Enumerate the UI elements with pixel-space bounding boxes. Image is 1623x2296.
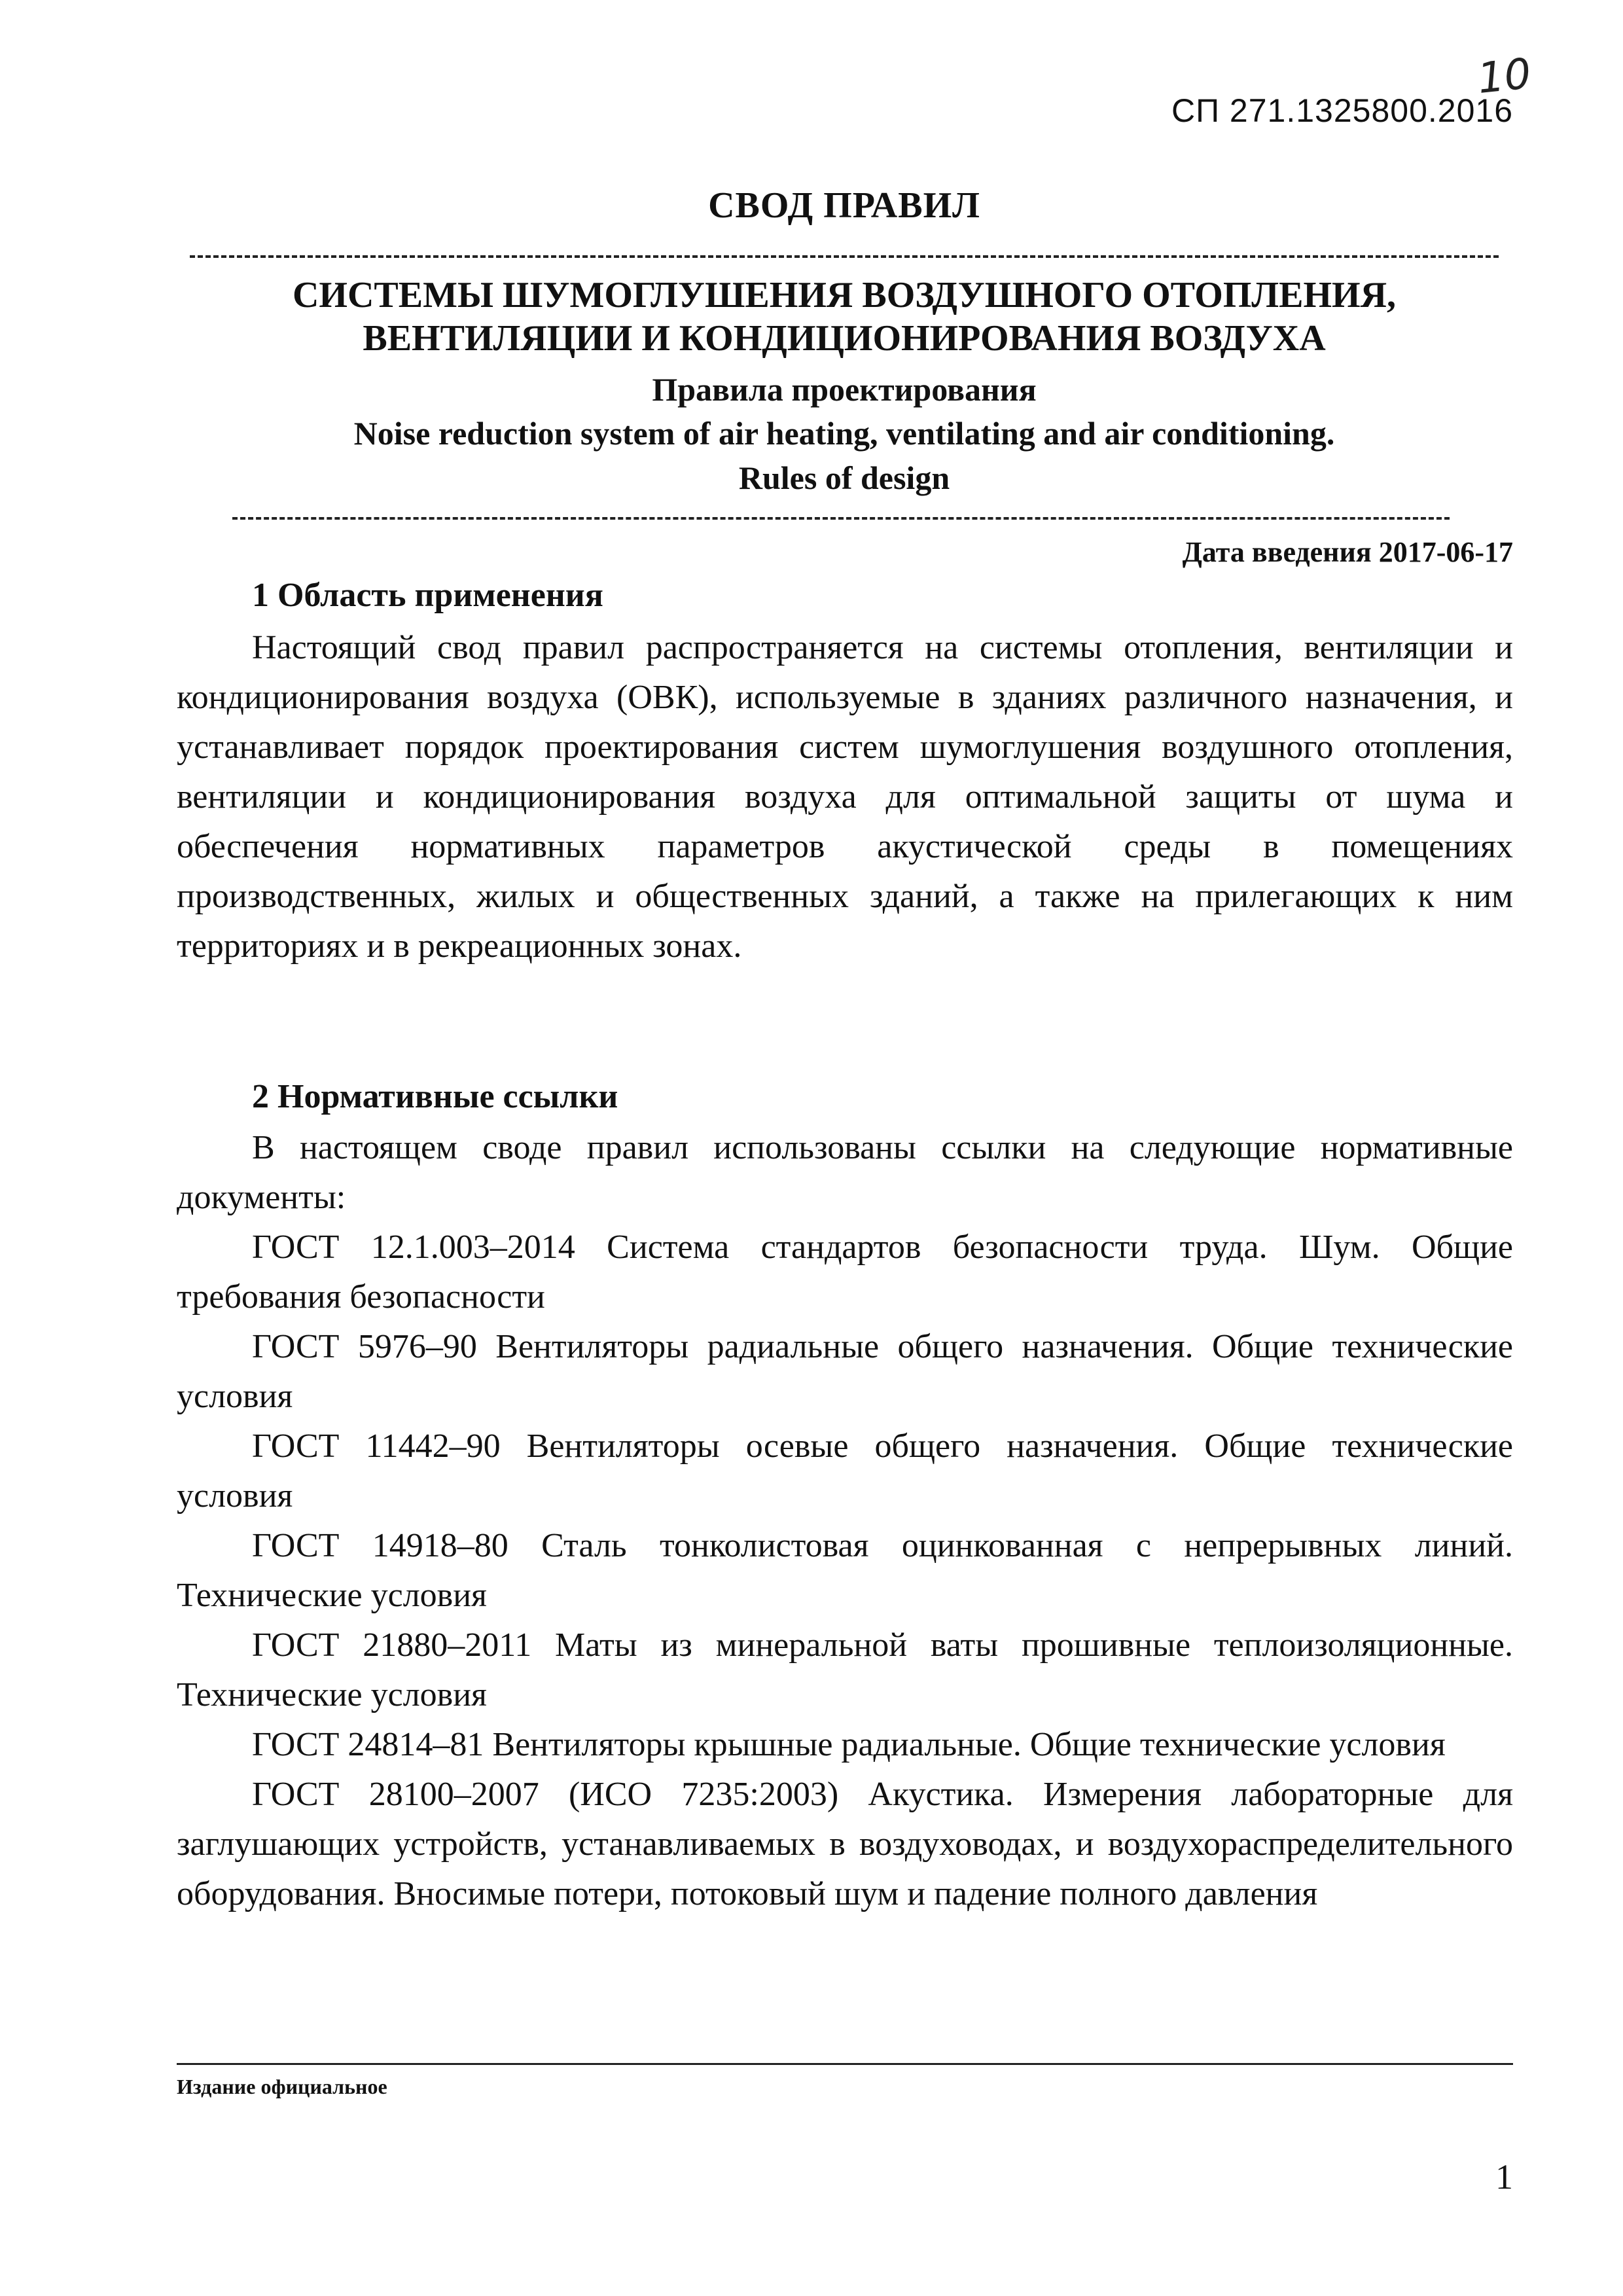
title-english-line-1: Noise reduction system of air heating, ventilating and air conditioning.: [353, 415, 1335, 452]
reference-item: ГОСТ 28100–2007 (ИСО 7235:2003) Акустика. Измерения лабораторные для заглушающих устройств, устанавливаемых в воздуховодах, и воздухораспределительного оборудования. Вносимые потери, потоковый шум и падение полного давления: [177, 1776, 1513, 1912]
references-list: [177, 1223, 1513, 1919]
document-code: СП 271.1325800.2016: [1171, 92, 1513, 129]
page-number: 1: [1495, 2157, 1513, 2197]
title-russian: [177, 274, 1512, 360]
official-edition-note: Издание официальное: [177, 2075, 387, 2098]
title-english-line-2: Rules of design: [738, 459, 950, 496]
dashed-divider-bottom: [232, 517, 1450, 520]
reference-item: ГОСТ 12.1.003–2014 Система стандартов безопасности труда. Шум. Общие требования безопасности: [177, 1229, 1513, 1316]
section-2-heading: 2 Нормативные ссылки: [252, 1078, 618, 1115]
reference-item: ГОСТ 14918–80 Сталь тонколистовая оцинкованная с непрерывных линий. Технические условия: [177, 1527, 1513, 1614]
section-1-text: Настоящий свод правил распространяется на системы отопления, вентиляции и кондиционирования воздуха (ОВК), используемые в зданиях различного назначения, и устанавливает порядок проектирования систем шумоглушения воздушного отопления, вентиляции и кондиционирования воздуха для оптимальной защиты от шума и обеспечения нормативных параметров акустической среды в помещениях производственных, жилых и общественных зданий, а также на прилегающих к ним территориях и в рекреационных зонах.: [177, 629, 1513, 965]
reference-item: ГОСТ 11442–90 Вентиляторы осевые общего назначения. Общие технические условия: [177, 1427, 1513, 1515]
subtitle-russian: Правила проектирования: [652, 371, 1037, 408]
document-heading: СВОД ПРАВИЛ: [708, 185, 980, 226]
introduction-date: Дата введения 2017-06-17: [1182, 536, 1513, 568]
section-2-intro: В настоящем своде правил использованы ссылки на следующие нормативные документы:: [177, 1129, 1513, 1216]
footer-divider: [177, 2063, 1513, 2065]
handwritten-page-number: 10: [1475, 49, 1534, 104]
title-english: [177, 411, 1512, 500]
title-russian-line-1: СИСТЕМЫ ШУМОГЛУШЕНИЯ ВОЗДУШНОГО ОТОПЛЕНИЯ,: [292, 275, 1397, 315]
title-russian-line-2: ВЕНТИЛЯЦИИ И КОНДИЦИОНИРОВАНИЯ ВОЗДУХА: [363, 318, 1326, 359]
dashed-divider-top: [190, 255, 1499, 258]
section-1-heading: 1 Область применения: [252, 577, 603, 614]
reference-item: ГОСТ 24814–81 Вентиляторы крышные радиальные. Общие технические условия: [252, 1726, 1446, 1763]
reference-item: ГОСТ 5976–90 Вентиляторы радиальные общего назначения. Общие технические условия: [177, 1328, 1513, 1415]
reference-item: ГОСТ 21880–2011 Маты из минеральной ваты прошивные теплоизоляционные. Технические условия: [177, 1626, 1513, 1713]
